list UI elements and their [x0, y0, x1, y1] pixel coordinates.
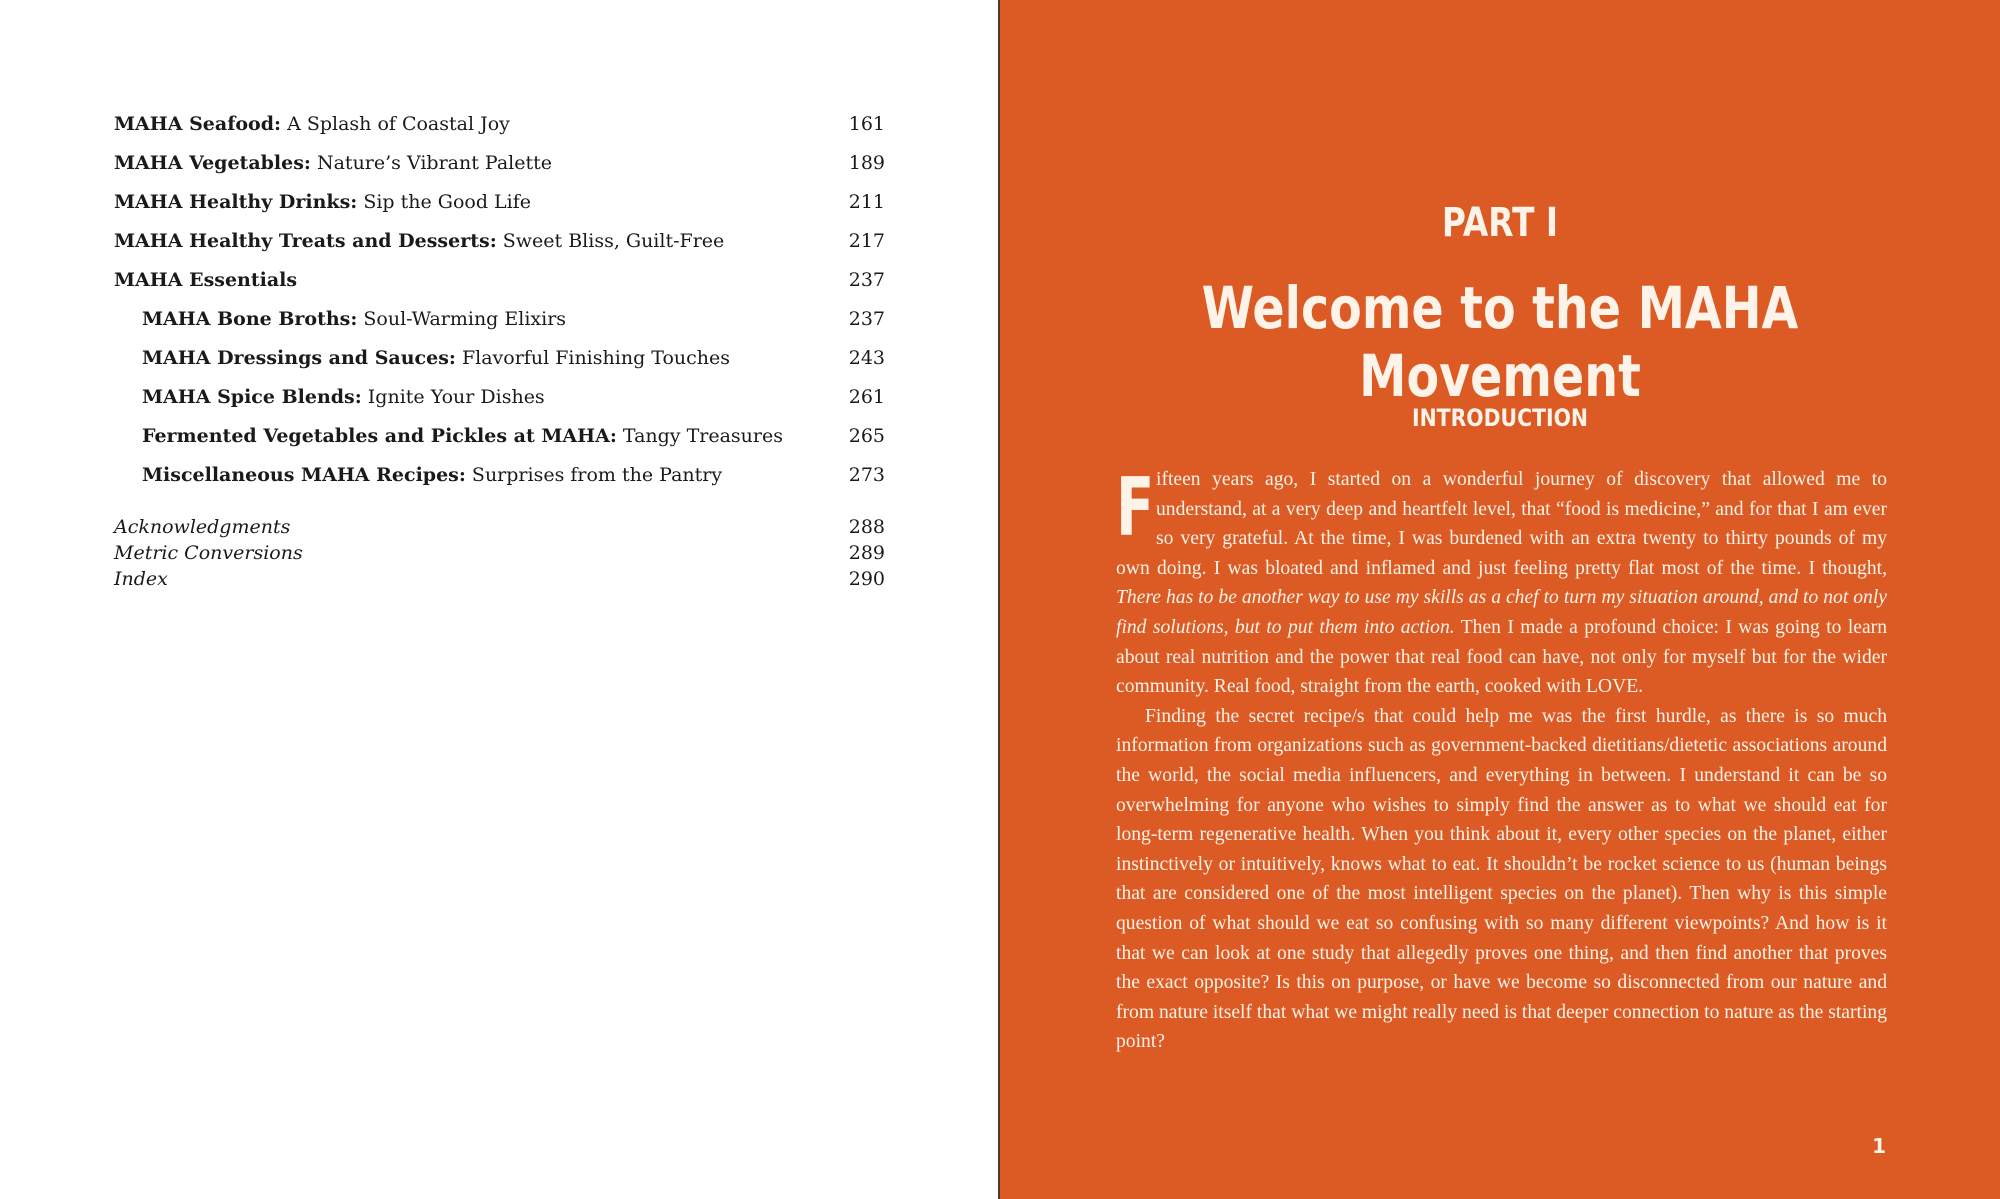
toc-entry-page: 288 [848, 516, 885, 538]
section-heading: INTRODUCTION [1411, 404, 1589, 432]
toc-sub-entry[interactable] [114, 381, 885, 420]
paragraph-text: Then I made a profound choice: I was going to learn about real nutrition and the power that real food can have, not only for myself but for the wider community. Real food, straight from the earth, cooked with LOVE. [1116, 616, 1887, 698]
toc-entry-title: Miscellaneous MAHA Recipes: [142, 464, 466, 486]
right-page-introduction [1000, 0, 2000, 1199]
toc-entry-title: Fermented Vegetables and Pickles at MAHA: [142, 425, 617, 447]
toc-entry[interactable] [114, 108, 885, 147]
toc-sub-entry[interactable] [114, 342, 885, 381]
toc-entry-subtitle: Flavorful Finishing Touches [455, 347, 731, 369]
toc-entry-title: MAHA Bone Broths: [142, 308, 358, 330]
body-text [1116, 461, 1887, 1057]
page-number: 1 [1872, 1134, 1886, 1158]
toc-entry[interactable] [114, 264, 885, 303]
table-of-contents [114, 108, 885, 592]
toc-entry-title: Index [114, 568, 168, 590]
toc-entry-page: 265 [848, 425, 885, 447]
toc-entry-title: Acknowledgments [114, 516, 291, 538]
toc-sub-entry[interactable] [114, 303, 885, 342]
part-label: PART I [1441, 200, 1559, 246]
toc-back-matter-entry[interactable] [114, 514, 885, 540]
toc-entry-title: MAHA Essentials [114, 269, 298, 291]
toc-entry-page: 289 [848, 542, 885, 564]
part-title: Welcome to the MAHA Movement [1201, 274, 1799, 410]
toc-entry-page: 211 [848, 191, 885, 213]
toc-entry-subtitle: Sweet Bliss, Guilt-Free [496, 230, 725, 252]
paragraph-italic-text: There has to be another way to use my skills as a chef to turn my situation around, and to not only find solutions, but to put them into action. [1116, 587, 1887, 638]
toc-back-matter-entry[interactable] [114, 566, 885, 592]
toc-entry-title: MAHA Spice Blends: [142, 386, 362, 408]
toc-entry-subtitle: A Splash of Coastal Joy [281, 113, 510, 135]
toc-entry-subtitle: Tangy Treasures [616, 425, 783, 447]
toc-entry[interactable] [114, 147, 885, 186]
toc-entry-title: MAHA Dressings and Sauces: [142, 347, 456, 369]
paragraph [1116, 461, 1887, 702]
toc-entry-page: 189 [848, 152, 885, 174]
toc-entry-title: MAHA Vegetables: [114, 152, 311, 174]
toc-entry-page: 290 [848, 568, 885, 590]
toc-entry[interactable] [114, 225, 885, 264]
paragraph-text: ifteen years ago, I started on a wonderful journey of discovery that allowed me to understand, at a very deep and heartfelt level, that “food is medicine,” and for that I am ever so very grateful. At the time, I was burdened with an extra twenty to thirty pounds of my own doing. I was bloated and inflamed and just feeling pretty flat most of the time. I thought, [1116, 469, 1887, 579]
toc-entry-title: Metric Conversions [114, 542, 303, 564]
toc-entry-subtitle: Ignite Your Dishes [361, 386, 545, 408]
toc-entry-title: MAHA Healthy Drinks: [114, 191, 358, 213]
drop-cap: F [1116, 461, 1155, 554]
toc-entry-page: 261 [848, 386, 885, 408]
toc-entry-subtitle: Soul-Warming Elixirs [357, 308, 567, 330]
toc-entry-page: 161 [848, 113, 885, 135]
toc-entry-subtitle: Nature’s Vibrant Palette [310, 152, 552, 174]
toc-entry[interactable] [114, 186, 885, 225]
toc-sub-entry[interactable] [114, 459, 885, 498]
paragraph: Finding the secret recipe/s that could help me was the first hurdle, as there is so much information from organizations such as government-backed dietitians/dietetic associations around the world, the social media influencers, and everything in between. I understand it can be so overwhelming for anyone who wishes to simply find the answer as to what we should eat for long-term regenerative health. When you think about it, every other species on the planet, either instinctively or intuitively, knows what to eat. It shouldn’t be rocket science to us (human beings that are considered one of the most intelligent species on the planet). Then why is this simple question of what should we eat so confusing with so many different viewpoints? And how is it that we can look at one study that allegedly proves one thing, and then find another that proves the exact opposite? Is this on purpose, or have we become so disconnected from our nature and from nature itself that what we might really need is that deeper connection to nature as the starting point? [1116, 705, 1887, 1053]
toc-entry-page: 217 [848, 230, 885, 252]
toc-entry-subtitle: Surprises from the Pantry [465, 464, 723, 486]
toc-entry-subtitle: Sip the Good Life [357, 191, 532, 213]
toc-back-matter-entry[interactable] [114, 540, 885, 566]
toc-entry-page: 237 [848, 269, 885, 291]
toc-entry-page: 243 [848, 347, 885, 369]
toc-entry-page: 273 [848, 464, 885, 486]
toc-entry-title: MAHA Healthy Treats and Desserts: [114, 230, 497, 252]
toc-sub-entry[interactable] [114, 420, 885, 459]
toc-entry-title: MAHA Seafood: [114, 113, 282, 135]
toc-entry-page: 237 [848, 308, 885, 330]
toc-spacer [114, 498, 885, 514]
